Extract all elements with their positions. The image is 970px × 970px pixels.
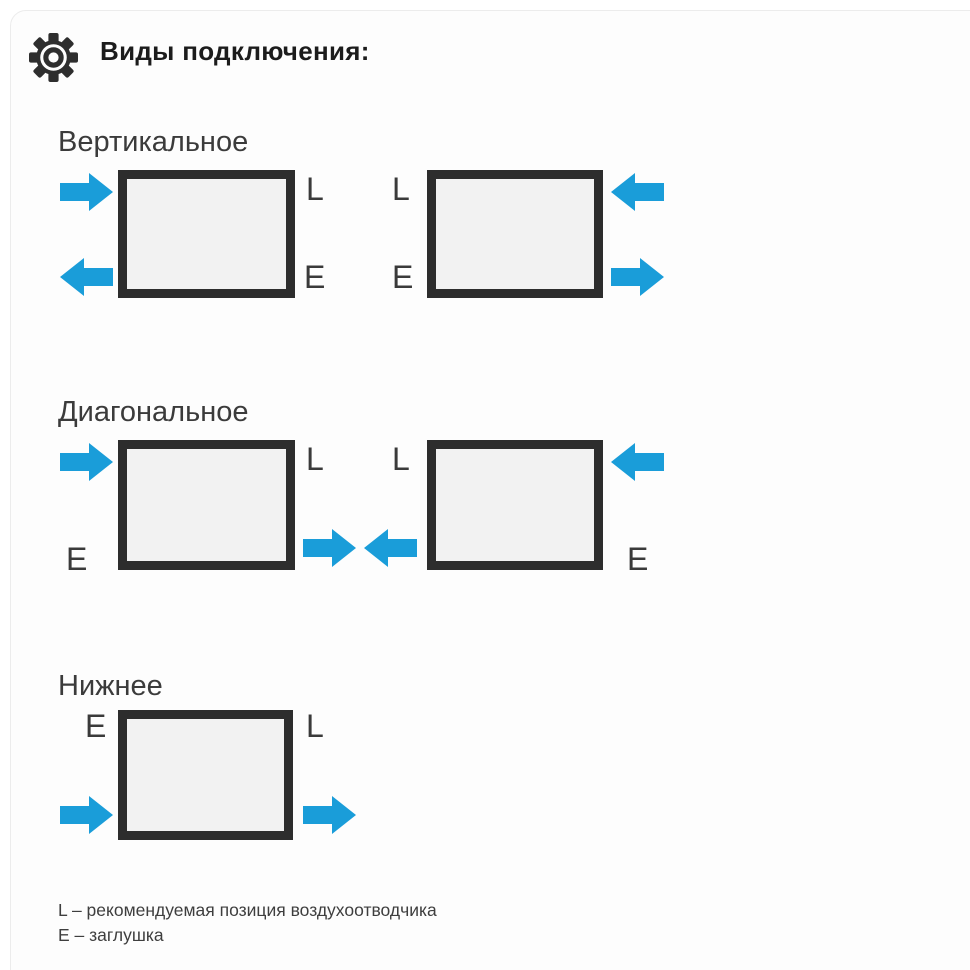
inlet-arrow-icon — [611, 440, 664, 484]
radiator-body — [118, 710, 293, 840]
inlet-arrow-icon — [60, 170, 113, 214]
port-label: E — [627, 541, 649, 577]
port-label: L — [306, 171, 324, 207]
port-label: E — [304, 259, 326, 295]
inlet-arrow-icon — [611, 170, 664, 214]
port-label: E — [392, 259, 414, 295]
section-title: Нижнее — [58, 670, 163, 702]
port-label: L — [306, 708, 324, 744]
inlet-arrow-icon — [60, 793, 113, 837]
section-title: Диагональное — [58, 396, 249, 428]
port-label: E — [85, 708, 107, 744]
outlet-arrow-icon — [303, 793, 356, 837]
port-label: L — [392, 171, 410, 207]
legend-line: E – заглушка — [58, 925, 164, 945]
port-label: L — [392, 441, 410, 477]
figure-title: Виды подключения: — [100, 36, 370, 66]
legend-line: L – рекомендуемая позиция воздухоотводчика — [58, 900, 437, 920]
port-label: L — [306, 441, 324, 477]
radiator-body — [118, 170, 295, 298]
radiator-body — [118, 440, 295, 570]
radiator-body — [427, 170, 603, 298]
radiator-body — [427, 440, 603, 570]
legend — [58, 898, 437, 948]
outlet-arrow-icon — [364, 526, 417, 570]
outlet-arrow-icon — [60, 255, 113, 299]
outlet-arrow-icon — [303, 526, 356, 570]
inlet-arrow-icon — [60, 440, 113, 484]
port-label: E — [66, 541, 88, 577]
outlet-arrow-icon — [611, 255, 664, 299]
gear-icon — [29, 33, 78, 82]
section-title: Вертикальное — [58, 126, 249, 158]
